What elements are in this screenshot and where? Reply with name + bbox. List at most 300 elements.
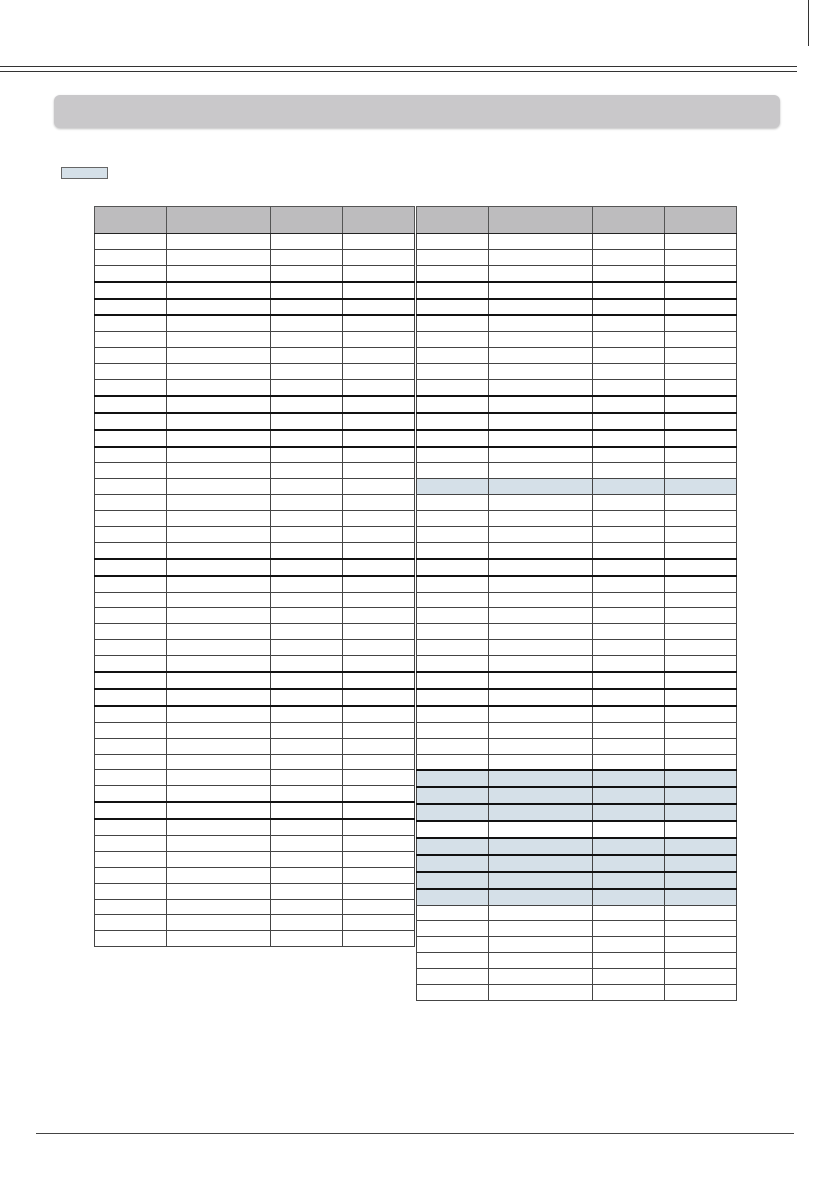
table-cell — [417, 656, 489, 672]
table-cell — [343, 722, 415, 738]
table-cell — [665, 889, 737, 905]
table-cell — [167, 656, 271, 672]
table-row — [95, 413, 415, 430]
table-cell — [489, 430, 593, 447]
table-cell — [665, 640, 737, 656]
table-cell — [271, 576, 343, 592]
table-cell — [665, 396, 737, 413]
table-cell — [343, 867, 415, 883]
table-cell — [665, 754, 737, 770]
table-row — [95, 479, 415, 495]
table-cell — [271, 495, 343, 511]
table-cell — [167, 430, 271, 447]
table-cell — [593, 447, 665, 463]
table-cell — [417, 969, 489, 985]
table-cell — [593, 299, 665, 316]
table-cell — [665, 559, 737, 576]
table-cell — [343, 786, 415, 802]
table-cell — [95, 495, 167, 511]
table-cell — [271, 738, 343, 754]
table-cell — [489, 905, 593, 921]
table-cell — [95, 364, 167, 380]
table-row — [417, 463, 737, 479]
table-cell — [343, 738, 415, 754]
table-cell — [343, 542, 415, 558]
table-row — [95, 430, 415, 447]
table-cell — [593, 706, 665, 722]
table-row — [95, 835, 415, 851]
table-cell — [343, 656, 415, 672]
table-row — [95, 495, 415, 511]
table-cell — [489, 656, 593, 672]
table-row — [95, 640, 415, 656]
table-cell — [271, 915, 343, 931]
table-row — [95, 706, 415, 722]
table-cell — [489, 738, 593, 754]
table-cell — [167, 899, 271, 915]
table-row — [95, 915, 415, 931]
table-cell — [417, 804, 489, 821]
table-cell — [417, 364, 489, 380]
table-cell — [167, 722, 271, 738]
table-row — [95, 511, 415, 527]
table-row — [417, 576, 737, 592]
table-cell — [665, 821, 737, 838]
table-cell — [95, 899, 167, 915]
table-cell — [417, 640, 489, 656]
table-cell — [95, 624, 167, 640]
table-cell — [271, 722, 343, 738]
table-cell — [167, 348, 271, 364]
table-row — [95, 738, 415, 754]
table-row — [417, 249, 737, 265]
table-cell — [593, 559, 665, 576]
table-cell — [417, 332, 489, 348]
table-cell — [95, 282, 167, 299]
table-cell — [489, 821, 593, 838]
table-cell — [489, 413, 593, 430]
table-row — [417, 937, 737, 953]
table-cell — [167, 332, 271, 348]
table-cell — [489, 447, 593, 463]
table-cell — [665, 430, 737, 447]
table-cell — [489, 754, 593, 770]
table-row — [95, 447, 415, 463]
table-cell — [271, 592, 343, 608]
column-header — [489, 207, 593, 234]
table-cell — [593, 396, 665, 413]
table-cell — [593, 855, 665, 872]
table-cell — [167, 851, 271, 867]
table-cell — [665, 413, 737, 430]
table-row — [417, 479, 737, 495]
table-cell — [593, 624, 665, 640]
table-cell — [95, 819, 167, 835]
table-cell — [665, 706, 737, 722]
table-row — [95, 722, 415, 738]
column-header — [271, 207, 343, 234]
table-cell — [343, 608, 415, 624]
table-row — [95, 899, 415, 915]
table-row — [95, 754, 415, 770]
table-row — [417, 821, 737, 838]
table-cell — [417, 559, 489, 576]
table-cell — [343, 706, 415, 722]
table-cell — [271, 656, 343, 672]
table-cell — [167, 234, 271, 250]
table-cell — [593, 527, 665, 543]
table-cell — [95, 689, 167, 706]
table-row — [95, 234, 415, 250]
table-row — [95, 624, 415, 640]
table-row — [417, 396, 737, 413]
table-cell — [271, 479, 343, 495]
table-cell — [593, 722, 665, 738]
table-row — [95, 542, 415, 558]
table-row — [417, 804, 737, 821]
table-cell — [593, 872, 665, 889]
table-row — [95, 348, 415, 364]
table-cell — [593, 640, 665, 656]
table-cell — [343, 463, 415, 479]
table-cell — [271, 770, 343, 786]
table-cell — [271, 332, 343, 348]
table-cell — [343, 770, 415, 786]
table-cell — [271, 608, 343, 624]
table-cell — [271, 413, 343, 430]
table-cell — [417, 855, 489, 872]
table-cell — [95, 786, 167, 802]
table-cell — [593, 511, 665, 527]
table-cell — [167, 835, 271, 851]
table-cell — [95, 883, 167, 899]
table-row — [95, 851, 415, 867]
table-cell — [489, 838, 593, 855]
table-row — [417, 953, 737, 969]
table-cell — [167, 802, 271, 819]
table-cell — [417, 754, 489, 770]
table-cell — [489, 689, 593, 706]
table-row — [95, 527, 415, 543]
table-cell — [489, 249, 593, 265]
table-cell — [489, 282, 593, 299]
table-cell — [167, 479, 271, 495]
table-cell — [271, 867, 343, 883]
table-cell — [665, 872, 737, 889]
table-row — [417, 770, 737, 787]
table-cell — [417, 787, 489, 804]
table-cell — [665, 722, 737, 738]
table-cell — [95, 867, 167, 883]
table-cell — [417, 821, 489, 838]
table-cell — [489, 348, 593, 364]
table-cell — [665, 249, 737, 265]
table-cell — [95, 770, 167, 786]
table-cell — [665, 689, 737, 706]
table-row — [417, 640, 737, 656]
table-row — [417, 332, 737, 348]
table-cell — [95, 672, 167, 689]
table-row — [95, 249, 415, 265]
table-cell — [417, 706, 489, 722]
table-cell — [417, 511, 489, 527]
table-cell — [665, 770, 737, 787]
table-cell — [95, 915, 167, 931]
table-cell — [489, 624, 593, 640]
table-cell — [343, 249, 415, 265]
table-row — [417, 299, 737, 316]
table-cell — [489, 542, 593, 558]
table-cell — [167, 576, 271, 592]
table-cell — [593, 905, 665, 921]
table-cell — [489, 380, 593, 396]
table-cell — [489, 463, 593, 479]
table-cell — [95, 802, 167, 819]
table-row — [417, 872, 737, 889]
table-row — [417, 282, 737, 299]
table-cell — [95, 234, 167, 250]
table-cell — [167, 706, 271, 722]
table-cell — [271, 299, 343, 316]
table-cell — [343, 559, 415, 576]
table-cell — [343, 672, 415, 689]
table-cell — [417, 299, 489, 316]
table-cell — [489, 640, 593, 656]
table-row — [95, 931, 415, 947]
table-cell — [489, 364, 593, 380]
table-cell — [489, 527, 593, 543]
table-cell — [593, 838, 665, 855]
table-cell — [167, 689, 271, 706]
table-cell — [417, 430, 489, 447]
table-cell — [95, 348, 167, 364]
table-cell — [417, 315, 489, 331]
table-cell — [489, 511, 593, 527]
table-cell — [167, 380, 271, 396]
table-row — [95, 332, 415, 348]
table-row — [417, 889, 737, 905]
table-row — [417, 838, 737, 855]
table-cell — [271, 234, 343, 250]
table-cell — [593, 889, 665, 905]
table-cell — [167, 592, 271, 608]
table-cell — [417, 624, 489, 640]
section-title-banner — [54, 95, 780, 128]
table-cell — [271, 931, 343, 947]
table-cell — [417, 689, 489, 706]
table-row — [417, 905, 737, 921]
table-cell — [417, 576, 489, 592]
table-cell — [271, 396, 343, 413]
table-cell — [489, 984, 593, 1000]
table-row — [417, 592, 737, 608]
table-row — [95, 867, 415, 883]
table-cell — [665, 608, 737, 624]
table-cell — [343, 332, 415, 348]
table-cell — [489, 855, 593, 872]
table-cell — [665, 447, 737, 463]
table-row — [417, 787, 737, 804]
table-cell — [95, 608, 167, 624]
table-row — [417, 495, 737, 511]
table-cell — [271, 802, 343, 819]
column-header — [95, 207, 167, 234]
table-cell — [665, 905, 737, 921]
table-cell — [593, 413, 665, 430]
table-cell — [343, 511, 415, 527]
table-row — [417, 447, 737, 463]
table-cell — [271, 542, 343, 558]
table-cell — [665, 479, 737, 495]
table-cell — [271, 883, 343, 899]
table-cell — [417, 447, 489, 463]
table-cell — [593, 984, 665, 1000]
table-cell — [95, 527, 167, 543]
table-cell — [665, 364, 737, 380]
table-cell — [95, 559, 167, 576]
table-cell — [343, 802, 415, 819]
table-cell — [343, 931, 415, 947]
table-cell — [343, 624, 415, 640]
table-row — [95, 364, 415, 380]
table-row — [417, 656, 737, 672]
table-cell — [665, 282, 737, 299]
table-cell — [95, 396, 167, 413]
table-cell — [95, 931, 167, 947]
table-cell — [271, 511, 343, 527]
table-cell — [95, 640, 167, 656]
table-cell — [271, 249, 343, 265]
table-cell — [167, 867, 271, 883]
table-cell — [343, 299, 415, 316]
table-cell — [593, 689, 665, 706]
table-row — [95, 672, 415, 689]
column-header — [417, 207, 489, 234]
table-cell — [417, 722, 489, 738]
crop-mark — [808, 0, 809, 46]
table-cell — [665, 511, 737, 527]
table-row — [417, 754, 737, 770]
table-cell — [343, 413, 415, 430]
table-cell — [167, 786, 271, 802]
table-cell — [489, 234, 593, 250]
table-cell — [489, 332, 593, 348]
table-cell — [271, 348, 343, 364]
table-cell — [417, 542, 489, 558]
table-row — [95, 576, 415, 592]
table-cell — [489, 921, 593, 937]
table-row — [95, 265, 415, 281]
table-cell — [343, 380, 415, 396]
table-cell — [665, 265, 737, 281]
table-row — [417, 738, 737, 754]
table-row — [95, 819, 415, 835]
highlight-legend-swatch — [61, 167, 108, 179]
table-cell — [593, 787, 665, 804]
table-row — [417, 315, 737, 331]
table-cell — [593, 576, 665, 592]
table-cell — [167, 249, 271, 265]
table-cell — [665, 969, 737, 985]
table-cell — [665, 656, 737, 672]
header-rule-bottom — [0, 71, 797, 72]
table-cell — [95, 413, 167, 430]
table-cell — [593, 463, 665, 479]
table-cell — [665, 592, 737, 608]
table-cell — [271, 447, 343, 463]
table-cell — [343, 430, 415, 447]
table-row — [417, 608, 737, 624]
table-cell — [95, 265, 167, 281]
table-cell — [343, 835, 415, 851]
table-cell — [489, 559, 593, 576]
table-cell — [665, 332, 737, 348]
table-cell — [167, 770, 271, 786]
table-cell — [593, 804, 665, 821]
table-cell — [271, 463, 343, 479]
table-cell — [489, 722, 593, 738]
table-cell — [489, 265, 593, 281]
table-cell — [593, 495, 665, 511]
table-cell — [593, 953, 665, 969]
table-cell — [95, 380, 167, 396]
table-cell — [95, 722, 167, 738]
table-cell — [167, 364, 271, 380]
table-cell — [167, 738, 271, 754]
table-cell — [417, 770, 489, 787]
table-cell — [271, 559, 343, 576]
table-cell — [95, 249, 167, 265]
table-cell — [417, 380, 489, 396]
table-cell — [271, 819, 343, 835]
table-cell — [167, 463, 271, 479]
table-cell — [271, 706, 343, 722]
table-cell — [593, 479, 665, 495]
table-cell — [343, 315, 415, 331]
table-cell — [665, 624, 737, 640]
table-cell — [665, 495, 737, 511]
table-cell — [167, 624, 271, 640]
table-row — [95, 786, 415, 802]
table-cell — [167, 447, 271, 463]
right-spec-table — [416, 206, 737, 1001]
table-cell — [95, 332, 167, 348]
table-cell — [593, 754, 665, 770]
table-cell — [271, 689, 343, 706]
table-cell — [665, 984, 737, 1000]
table-cell — [167, 511, 271, 527]
table-cell — [167, 883, 271, 899]
table-cell — [95, 447, 167, 463]
table-cell — [489, 937, 593, 953]
table-cell — [343, 640, 415, 656]
table-cell — [665, 855, 737, 872]
table-cell — [665, 348, 737, 364]
table-cell — [417, 348, 489, 364]
table-cell — [167, 282, 271, 299]
table-cell — [271, 899, 343, 915]
table-cell — [417, 905, 489, 921]
table-cell — [665, 380, 737, 396]
table-cell — [271, 527, 343, 543]
table-cell — [167, 495, 271, 511]
table-cell — [95, 576, 167, 592]
table-cell — [167, 559, 271, 576]
table-row — [417, 527, 737, 543]
table-row — [95, 463, 415, 479]
table-row — [95, 883, 415, 899]
table-cell — [167, 672, 271, 689]
